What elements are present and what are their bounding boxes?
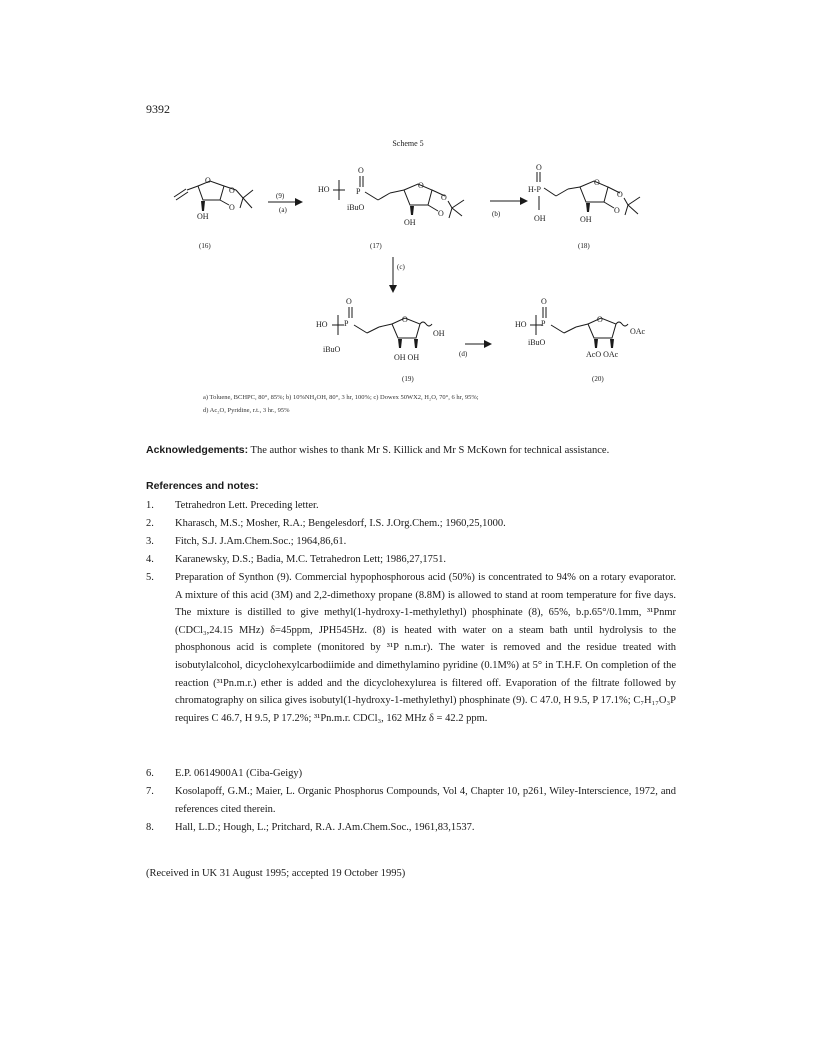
atom-OH: OH <box>433 329 445 338</box>
atom-O: O <box>418 181 424 190</box>
atom-O: O <box>229 203 235 212</box>
atom-P: P <box>344 319 349 328</box>
reference-text: Preparation of Synthon (9). Commercial hypophosphorous acid (50%) is concentrated to 94% on a rotary evaporator. A mixture of this acid (3M) and 2,2-dimethoxy propane (8.8M) is allowed to stand at room temperature for five days. The mixture is distilled to give methyl(1-hydroxy-1-methylethyl) phosphinate (8), 65%, b.p.65°/0.1mm, ³¹Pnmr (CDCl₃,24.15 MHz) δ=45ppm, JPH545Hz. (8) is heated with water on a steam bath until hydrolysis to the phosphonous acid is complete (monitored by ³¹P n.m.r). The water is removed and the residue treated with isobutylalcohol, dicyclohexylcarbodiimide and dimethylamino pyridine (0.1M%) at 5° in T.H.F. On completion of the reaction (³¹Pn.m.r.) ether is added and the dicyclohexylurea is filtered off. Evaporation of the filtrate followed by chromatography on silica gives isobutyl(1-hydroxy-1-methylethyl) phosphinate (9). C 47.0, H 9.5, P 17.1%; C₇H₁₇O₃P requires C 46.7, H 9.5, P 17.2%; ³¹Pn.m.r. CDCl₃, 162 MHz δ = 42.2 ppm. <box>175 572 676 724</box>
reference-item <box>146 533 676 551</box>
compound-label-18: (18) <box>578 242 590 250</box>
reagent-label: (9) <box>276 192 285 200</box>
reaction-step-label: (d) <box>459 350 468 358</box>
reference-text: Tetrahedron Lett. Preceding letter. <box>175 500 319 511</box>
reference-item <box>146 765 676 783</box>
reaction-step-label: (a) <box>279 206 287 214</box>
atom-O: O <box>441 193 447 202</box>
reference-item <box>146 497 676 515</box>
atom-O: O <box>438 209 444 218</box>
compound-18-structure <box>537 172 640 215</box>
atom-H-P: H-P <box>528 185 541 194</box>
compound-label-19: (19) <box>402 375 414 383</box>
reference-text: Kharasch, M.S.; Mosher, R.A.; Bengelesdorf, I.S. J.Org.Chem.; 1960,25,1000. <box>175 518 506 529</box>
atom-O: O <box>541 297 547 306</box>
scheme-title: Scheme 5 <box>392 139 424 148</box>
reaction-step-label: (b) <box>492 210 501 218</box>
atom-O: O <box>594 178 600 187</box>
received-date: (Received in UK 31 August 1995; accepted 19 October 1995) <box>146 868 406 879</box>
reference-number: 1. <box>146 500 154 511</box>
compound-16-structure <box>174 181 253 211</box>
reference-item <box>146 819 676 837</box>
compound-label-20: (20) <box>592 375 604 383</box>
reference-text: Karanewsky, D.S.; Badia, M.C. Tetrahedron Lett; 1986,27,1751. <box>175 554 447 565</box>
scheme-footnote-line2: d) Ac₂O, Pyridine, r.t., 3 hr., 95% <box>203 407 290 414</box>
atom-O: O <box>358 166 364 175</box>
reference-item <box>146 783 676 818</box>
atom-OH: OH <box>534 214 546 223</box>
atom-O: O <box>614 206 620 215</box>
atom-AcO-OAc: AcO OAc <box>586 350 619 359</box>
reference-number: 6. <box>146 768 154 779</box>
reference-number: 7. <box>146 786 154 797</box>
reference-text: E.P. 0614900A1 (Ciba-Geigy) <box>175 768 303 779</box>
atom-OAc: OAc <box>630 327 646 336</box>
acknowledgements <box>146 444 686 456</box>
atom-iBuO: iBuO <box>347 203 365 212</box>
atom-OH: OH <box>404 218 416 227</box>
atom-iBuO: iBuO <box>528 338 546 347</box>
reaction-scheme <box>0 0 816 410</box>
reference-text: Fitch, S.J. J.Am.Chem.Soc.; 1964,86,61. <box>175 536 347 547</box>
atom-OH: OH <box>197 212 209 221</box>
atom-P: P <box>541 319 546 328</box>
reaction-step-label: (c) <box>397 263 405 271</box>
atom-O: O <box>346 297 352 306</box>
reference-number: 4. <box>146 554 154 565</box>
atom-O: O <box>402 315 408 324</box>
scheme-footnote-line1: a) Toluene, BCHPC, 80°, 85%; b) 10%NH₄OH, 80°, 3 hr, 100%; c) Dowex 50WX2, H₂O, 70°, 6 hr, 95%; <box>203 394 479 401</box>
atom-O: O <box>536 163 542 172</box>
atom-OH: OH <box>580 215 592 224</box>
acknowledgements-label: Acknowledgements: <box>146 444 249 456</box>
atom-iBuO: iBuO <box>323 345 341 354</box>
compound-label-17: (17) <box>370 242 382 250</box>
atom-HO: HO <box>515 320 527 329</box>
reference-item <box>146 551 676 569</box>
reference-number: 3. <box>146 536 154 547</box>
reference-item <box>146 569 676 727</box>
atom-HO: HO <box>316 320 328 329</box>
references-heading: References and notes: <box>146 480 259 492</box>
reference-item <box>146 515 676 533</box>
atom-O: O <box>597 315 603 324</box>
atom-OH-OH: OH OH <box>394 353 420 362</box>
acknowledgements-text: The author wishes to thank Mr S. Killick and Mr S McKown for technical assistance. <box>248 445 610 456</box>
reference-number: 8. <box>146 822 154 833</box>
atom-O: O <box>617 190 623 199</box>
compound-label-16: (16) <box>199 242 211 250</box>
reference-text: Hall, L.D.; Hough, L.; Pritchard, R.A. J.Am.Chem.Soc., 1961,83,1537. <box>175 822 475 833</box>
reference-number: 2. <box>146 518 154 529</box>
atom-HO: HO <box>318 185 330 194</box>
reference-text: Kosolapoff, G.M.; Maier, L. Organic Phosphorus Compounds, Vol 4, Chapter 10, p261, Wiley-Interscience, 1972, and references cited therein. <box>175 786 676 815</box>
atom-O: O <box>229 186 235 195</box>
page-number: 9392 <box>146 102 170 116</box>
atom-P: P <box>356 187 361 196</box>
atom-O: O <box>205 176 211 185</box>
reference-number: 5. <box>146 572 154 583</box>
